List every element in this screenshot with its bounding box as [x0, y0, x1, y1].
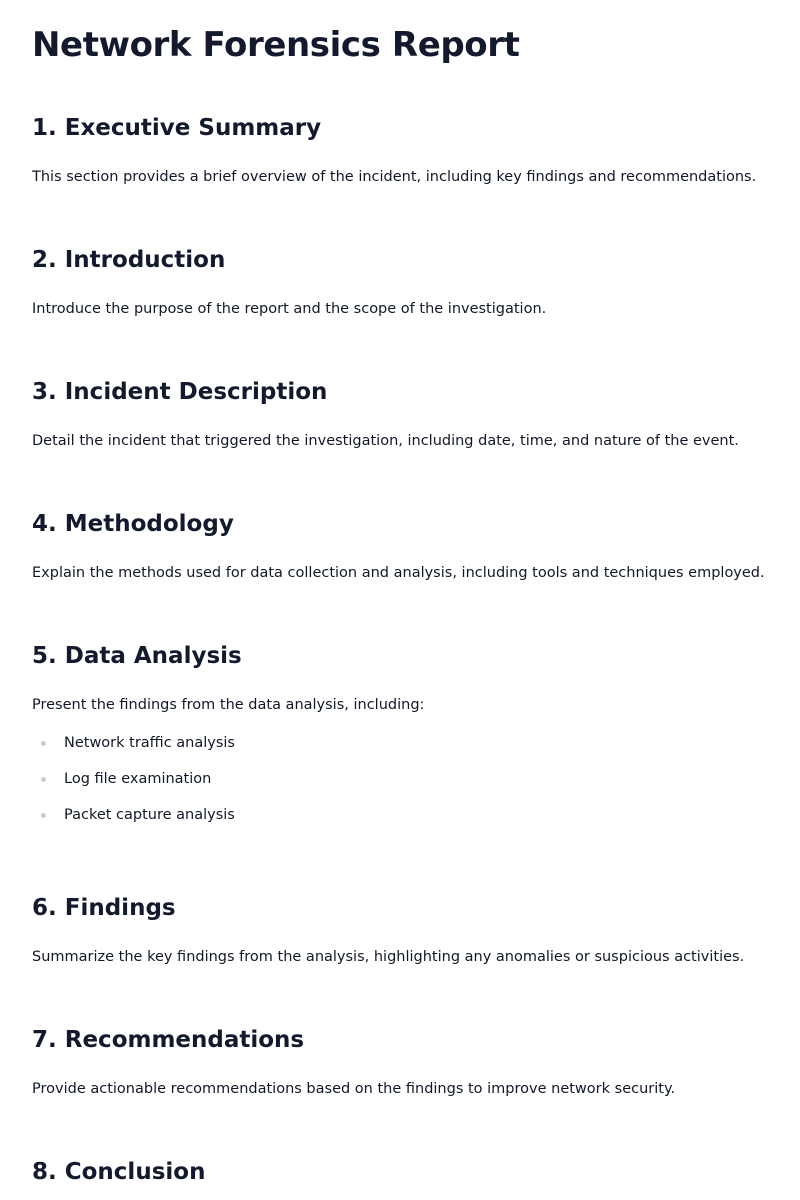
bullet-icon	[41, 777, 46, 782]
section-text: Provide actionable recommendations based on the findings to improve network security.	[32, 1081, 676, 1097]
section-introduction	[32, 245, 768, 319]
bullet-icon	[41, 741, 46, 746]
section-heading: 5. Data Analysis	[32, 643, 242, 669]
section-executive-summary	[32, 113, 768, 187]
section-text: Summarize the key findings from the analysis, highlighting any anomalies or suspicious activities.	[32, 949, 745, 965]
section-data-analysis	[32, 641, 768, 841]
section-heading: 6. Findings	[32, 895, 176, 921]
section-heading: 4. Methodology	[32, 511, 234, 537]
section-conclusion	[32, 1157, 768, 1187]
section-text: Explain the methods used for data collection and analysis, including tools and techniques employed.	[32, 565, 765, 581]
section-recommendations	[32, 1025, 768, 1099]
section-heading: 1. Executive Summary	[32, 115, 322, 141]
bullet-icon	[41, 813, 46, 818]
section-methodology	[32, 509, 768, 583]
list-item-label: Packet capture analysis	[64, 807, 235, 823]
list-item-label: Network traffic analysis	[64, 735, 235, 751]
list-item	[32, 769, 768, 789]
section-heading: 7. Recommendations	[32, 1027, 305, 1053]
list-item	[32, 733, 768, 753]
section-text: This section provides a brief overview of the incident, including key findings and recommendations.	[32, 169, 757, 185]
list-item-label: Log file examination	[64, 771, 212, 787]
section-heading: 8. Conclusion	[32, 1159, 206, 1185]
section-incident-description	[32, 377, 768, 451]
section-findings	[32, 893, 768, 967]
page-title: Network Forensics Report	[32, 25, 520, 65]
analysis-list	[32, 733, 768, 825]
section-heading: 3. Incident Description	[32, 379, 328, 405]
list-item	[32, 805, 768, 825]
section-text: Introduce the purpose of the report and the scope of the investigation.	[32, 301, 547, 317]
section-heading: 2. Introduction	[32, 247, 226, 273]
section-text: Detail the incident that triggered the investigation, including date, time, and nature of the event.	[32, 433, 739, 449]
section-text: Present the findings from the data analysis, including:	[32, 697, 425, 713]
